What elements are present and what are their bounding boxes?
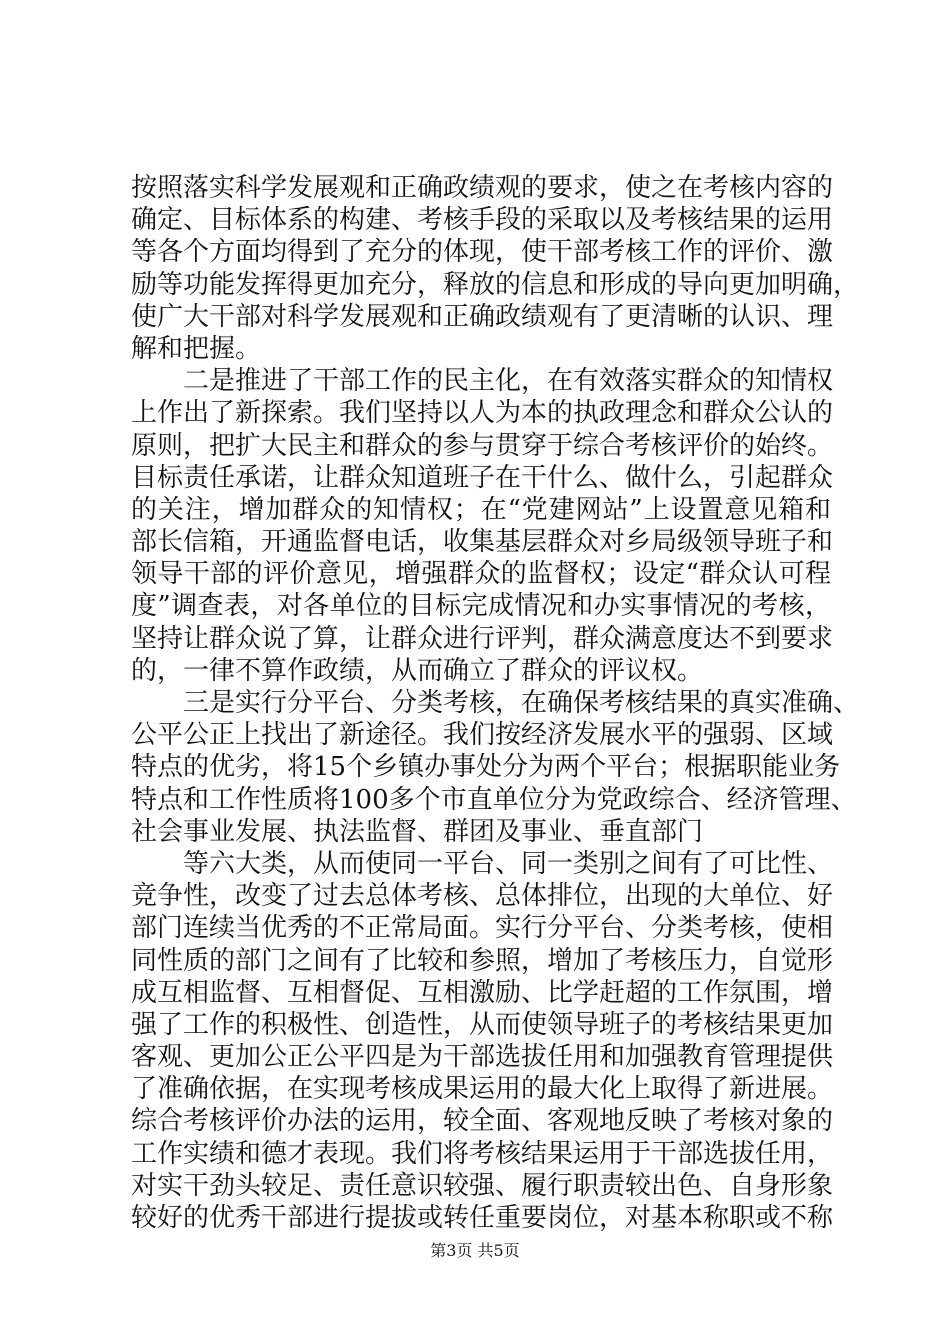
text-line: 领导干部的评价意见，增强群众的监督权；设定“群众认可程 <box>131 559 831 590</box>
text-line: 较好的优秀干部进行提拔或转任重要岗位，对基本称职或不称 <box>131 1203 834 1233</box>
text-line: 客观、更加公正公平四是为干部选拔任用和加强教育管理提供 <box>131 1042 834 1073</box>
text-line: 原则，把扩大民主和群众的参与贯穿于综合考核评价的始终。 <box>131 430 834 461</box>
text-line: 部门连续当优秀的不正常局面。实行分平台、分类考核，使相 <box>131 913 834 944</box>
text-line: 强了工作的积极性、创造性，从而使领导班子的考核结果更加 <box>131 1009 834 1040</box>
text-line: 二是推进了干部工作的民主化，在有效落实群众的知情权 <box>183 366 834 397</box>
text-line: 部长信箱，开通监督电话，收集基层群众对乡局级领导班子和 <box>131 527 834 558</box>
text-line: 度”调查表，对各单位的目标完成情况和办实事情况的考核， <box>131 591 831 622</box>
text-line: 等各个方面均得到了充分的体现，使干部考核工作的评价、激 <box>131 237 834 268</box>
text-line: 成互相监督、互相督促、互相激励、比学赶超的工作氛围，增 <box>131 977 834 1008</box>
text-line: 工作实绩和德才表现。我们将考核结果运用于干部选拔任用， <box>131 1138 834 1169</box>
text-line: 三是实行分平台、分类考核，在确保考核结果的真实准确、 <box>183 688 860 718</box>
text-line: 确定、目标体系的构建、考核手段的采取以及考核结果的运用 <box>131 205 834 236</box>
text-line: 综合考核评价办法的运用，较全面、客观地反映了考核对象的 <box>131 1106 834 1137</box>
text-line: 励等功能发挥得更加充分，释放的信息和形成的导向更加明确， <box>131 269 860 300</box>
text-line: 解和把握。 <box>131 333 262 364</box>
text-line: 按照落实科学发展观和正确政绩观的要求，使之在考核内容的 <box>131 173 834 203</box>
text-line: 公平公正上找出了新途径。我们按经济发展水平的强弱、区域 <box>131 720 834 751</box>
text-line: 坚持让群众说了算，让群众进行评判，群众满意度达不到要求 <box>131 623 834 654</box>
text-line: 的，一律不算作政绩，从而确立了群众的评议权。 <box>131 655 704 686</box>
text-line: 上作出了新探索。我们坚持以人为本的执政理念和群众公认的 <box>131 398 834 429</box>
text-line: 了准确依据，在实现考核成果运用的最大化上取得了新进展。 <box>131 1074 834 1105</box>
text-line: 社会事业发展、执法监督、群团及事业、垂直部门 <box>131 816 704 847</box>
text-line: 使广大干部对科学发展观和正确政绩观有了更清晰的认识、理 <box>131 301 834 332</box>
text-line: 的关注，增加群众的知情权；在“党建网站”上设置意见箱和 <box>131 494 831 525</box>
text-line: 目标责任承诺，让群众知道班子在干什么、做什么，引起群众 <box>131 462 834 493</box>
page-footer: 第3页 共5页 <box>430 1241 520 1260</box>
text-line: 对实干劲头较足、责任意识较强、履行职责较出色、自身形象 <box>131 1170 834 1201</box>
text-line: 同性质的部门之间有了比较和参照，增加了考核压力，自觉形 <box>131 945 834 976</box>
text-line: 竞争性，改变了过去总体考核、总体排位，出现的大单位、好 <box>131 881 834 912</box>
text-line: 特点的优劣，将15个乡镇办事处分为两个平台；根据职能业务 <box>131 752 841 783</box>
text-line: 特点和工作性质将100多个市直单位分为党政综合、经济管理、 <box>131 784 857 815</box>
text-line: 等六大类，从而使同一平台、同一类别之间有了可比性、 <box>183 848 834 879</box>
body-text <box>131 172 860 1234</box>
